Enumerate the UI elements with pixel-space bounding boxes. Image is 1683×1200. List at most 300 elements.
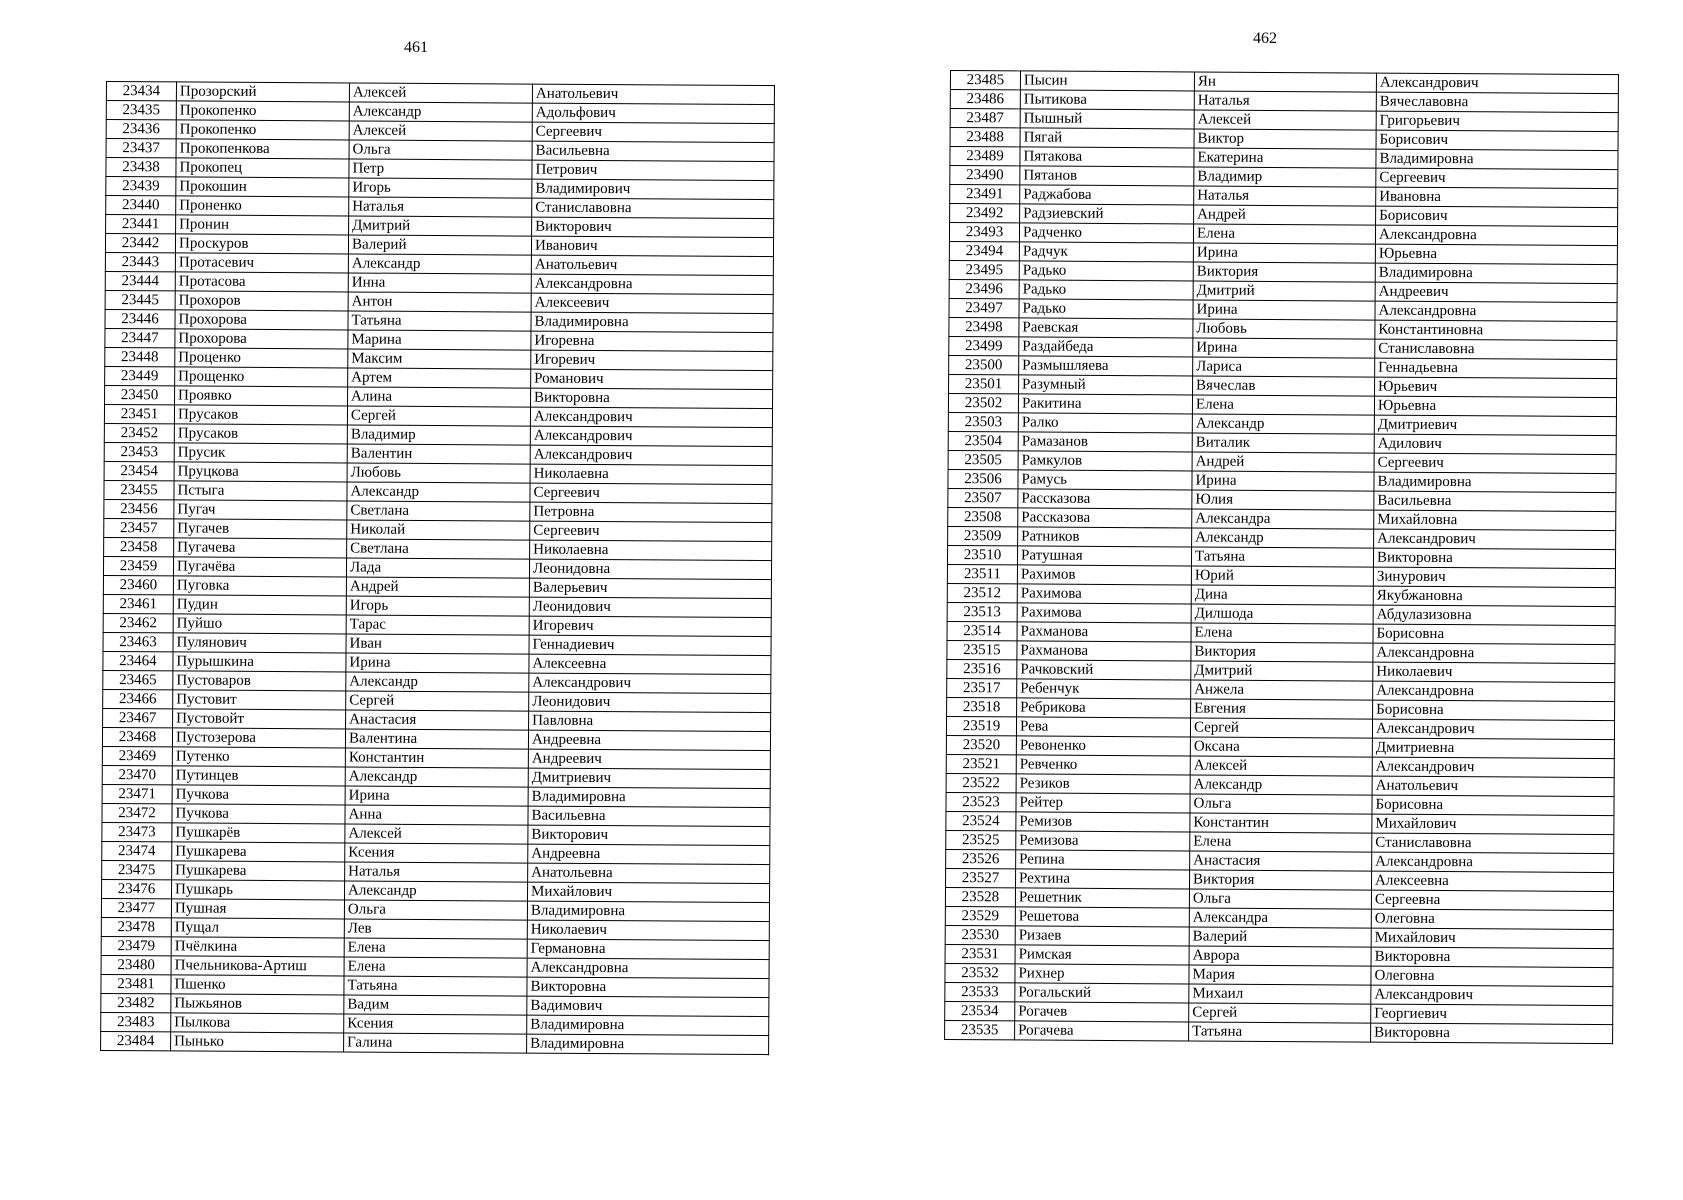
patronymic-cell: Викторовна xyxy=(1371,947,1613,967)
patronymic-cell: Михайловна xyxy=(1374,510,1616,530)
surname-cell: Прокошин xyxy=(176,177,349,197)
patronymic-cell: Васильевна xyxy=(532,141,774,161)
first-name-cell: Сергей xyxy=(1190,718,1372,738)
patronymic-cell: Алексеевич xyxy=(531,293,773,313)
surname-cell: Пугачева xyxy=(174,538,347,558)
patronymic-cell: Андреевич xyxy=(1375,282,1617,302)
first-name-cell: Иван xyxy=(346,634,529,654)
patronymic-cell: Дмитриевич xyxy=(528,768,770,788)
patronymic-cell: Александровна xyxy=(531,274,773,294)
surname-cell: Раздайбеда xyxy=(1019,337,1193,357)
first-name-cell: Сергей xyxy=(1189,1003,1371,1023)
record-number-cell: 23488 xyxy=(950,128,1020,147)
patronymic-cell: Игоревич xyxy=(531,350,773,370)
patronymic-cell: Зинурович xyxy=(1373,567,1615,587)
record-number-cell: 23511 xyxy=(947,564,1017,583)
record-number-cell: 23443 xyxy=(105,252,175,271)
surname-cell: Пуйшо xyxy=(173,614,346,634)
patronymic-cell: Николаевич xyxy=(1373,662,1615,682)
surname-cell: Ребенчук xyxy=(1017,679,1191,699)
surname-cell: Рамусь xyxy=(1018,470,1192,490)
first-name-cell: Аврора xyxy=(1189,946,1371,966)
first-name-cell: Виктория xyxy=(1191,642,1373,662)
first-name-cell: Наталья xyxy=(345,862,528,882)
surname-cell: Пушкарь xyxy=(172,880,345,900)
first-name-cell: Ирина xyxy=(1193,338,1375,358)
record-number-cell: 23495 xyxy=(949,260,1019,279)
record-number-cell: 23454 xyxy=(104,461,174,480)
first-name-cell: Марина xyxy=(348,330,531,350)
first-name-cell: Лариса xyxy=(1193,357,1375,377)
first-name-cell: Елена xyxy=(344,938,527,958)
first-name-cell: Тарас xyxy=(346,615,529,635)
patronymic-cell: Юрьевич xyxy=(1375,377,1617,397)
first-name-cell: Дмитрий xyxy=(349,216,532,236)
surname-cell: Протасевич xyxy=(175,253,348,273)
first-name-cell: Ольга xyxy=(344,900,527,920)
record-number-cell: 23458 xyxy=(104,537,174,556)
surname-cell: Радчук xyxy=(1019,242,1193,262)
patronymic-cell: Александровна xyxy=(527,958,769,978)
record-number-cell: 23516 xyxy=(947,659,1017,678)
surname-cell: Резиков xyxy=(1016,774,1190,794)
record-number-cell: 23449 xyxy=(105,366,175,385)
record-number-cell: 23447 xyxy=(105,328,175,347)
record-number-cell: 23525 xyxy=(946,830,1016,849)
record-number-cell: 23471 xyxy=(102,784,172,803)
record-number-cell: 23494 xyxy=(949,241,1019,260)
first-name-cell: Александр xyxy=(1192,528,1374,548)
patronymic-cell: Германовна xyxy=(527,939,769,959)
surname-cell: Пягай xyxy=(1020,128,1194,148)
first-name-cell: Алина xyxy=(348,387,531,407)
surname-cell: Ремизов xyxy=(1016,812,1190,832)
patronymic-cell: Владимировна xyxy=(1376,149,1618,169)
patronymic-cell: Петровна xyxy=(530,502,772,522)
surname-cell: Пустовойт xyxy=(173,709,346,729)
patronymic-cell: Дмитриевна xyxy=(1372,738,1614,758)
surname-cell: Рева xyxy=(1016,717,1190,737)
patronymic-cell: Игоревич xyxy=(529,616,771,636)
first-name-cell: Анастасия xyxy=(1190,851,1372,871)
record-number-cell: 23490 xyxy=(950,166,1020,185)
first-name-cell: Елена xyxy=(1191,623,1373,643)
first-name-cell: Андрей xyxy=(1192,452,1374,472)
patronymic-cell: Александрович xyxy=(530,445,772,465)
surname-cell: Проскуров xyxy=(175,234,348,254)
patronymic-cell: Сергеевич xyxy=(1374,453,1616,473)
surname-cell: Решетник xyxy=(1015,888,1189,908)
surname-cell: Пылкова xyxy=(171,1013,344,1033)
record-number-cell: 23486 xyxy=(950,90,1020,109)
record-number-cell: 23518 xyxy=(947,697,1017,716)
first-name-cell: Виктория xyxy=(1190,870,1372,890)
surname-cell: Рогачева xyxy=(1015,1021,1189,1041)
patronymic-cell: Леонидовна xyxy=(529,559,771,579)
surname-cell: Рахманова xyxy=(1017,641,1191,661)
patronymic-cell: Якубжановна xyxy=(1373,586,1615,606)
surname-cell: Прокопенкова xyxy=(176,139,349,159)
surname-cell: Пустоваров xyxy=(173,671,346,691)
record-number-cell: 23512 xyxy=(947,583,1017,602)
first-name-cell: Максим xyxy=(348,349,531,369)
patronymic-cell: Игоревна xyxy=(531,331,773,351)
surname-cell: Пшенко xyxy=(171,975,344,995)
patronymic-cell: Петрович xyxy=(532,160,774,180)
names-table-left xyxy=(100,81,775,1055)
first-name-cell: Вячеслав xyxy=(1193,376,1375,396)
first-name-cell: Сергей xyxy=(347,406,530,426)
patronymic-cell: Вадимович xyxy=(527,996,769,1016)
surname-cell: Ревченко xyxy=(1016,755,1190,775)
first-name-cell: Анна xyxy=(345,805,528,825)
first-name-cell: Артем xyxy=(348,368,531,388)
patronymic-cell: Владимировна xyxy=(528,787,770,807)
surname-cell: Раджабова xyxy=(1020,185,1194,205)
record-number-cell: 23527 xyxy=(946,868,1016,887)
patronymic-cell: Ивановна xyxy=(1376,187,1618,207)
first-name-cell: Дина xyxy=(1191,585,1373,605)
record-number-cell: 23446 xyxy=(105,309,175,328)
first-name-cell: Антон xyxy=(348,292,531,312)
record-number-cell: 23532 xyxy=(945,963,1015,982)
record-number-cell: 23463 xyxy=(103,632,173,651)
patronymic-cell: Анатольевич xyxy=(1372,776,1614,796)
surname-cell: Пущал xyxy=(171,918,344,938)
patronymic-cell: Анатольевич xyxy=(532,84,774,104)
patronymic-cell: Николаевич xyxy=(527,920,769,940)
first-name-cell: Александр xyxy=(1192,414,1374,434)
record-number-cell: 23478 xyxy=(101,917,171,936)
surname-cell: Пугачёва xyxy=(173,557,346,577)
patronymic-cell: Сергеевна xyxy=(1371,890,1613,910)
page-number-right: 462 xyxy=(1253,30,1277,47)
record-number-cell: 23499 xyxy=(949,336,1019,355)
record-number-cell: 23442 xyxy=(105,234,175,253)
patronymic-cell: Викторовна xyxy=(527,977,769,997)
record-number-cell: 23507 xyxy=(948,488,1018,507)
surname-cell: Пятанов xyxy=(1020,166,1194,186)
first-name-cell: Елена xyxy=(344,957,527,977)
record-number-cell: 23482 xyxy=(101,993,171,1012)
table-row xyxy=(945,1020,1613,1043)
patronymic-cell: Станиславовна xyxy=(1375,339,1617,359)
first-name-cell: Светлана xyxy=(347,539,530,559)
patronymic-cell: Алексеевна xyxy=(529,654,771,674)
patronymic-cell: Станиславовна xyxy=(532,198,774,218)
surname-cell: Радченко xyxy=(1019,223,1193,243)
record-number-cell: 23523 xyxy=(946,792,1016,811)
patronymic-cell: Адольфович xyxy=(532,103,774,123)
record-number-cell: 23513 xyxy=(947,602,1017,621)
record-number-cell: 23484 xyxy=(101,1031,171,1050)
first-name-cell: Александр xyxy=(348,254,531,274)
first-name-cell: Игорь xyxy=(349,178,532,198)
patronymic-cell: Романович xyxy=(531,369,773,389)
patronymic-cell: Михайлович xyxy=(1371,928,1613,948)
first-name-cell: Татьяна xyxy=(1189,1022,1371,1042)
surname-cell: Ратушная xyxy=(1017,546,1191,566)
surname-cell: Протасова xyxy=(175,272,348,292)
patronymic-cell: Павловна xyxy=(529,711,771,731)
patronymic-cell: Александрович xyxy=(1372,757,1614,777)
first-name-cell: Любовь xyxy=(1193,319,1375,339)
surname-cell: Пугач xyxy=(174,500,347,520)
patronymic-cell: Абдулазизовна xyxy=(1373,605,1615,625)
patronymic-cell: Александрович xyxy=(1372,719,1614,739)
first-name-cell: Александр xyxy=(347,482,530,502)
surname-cell: Проненко xyxy=(176,196,349,216)
surname-cell: Рогальский xyxy=(1015,983,1189,1003)
surname-cell: Пыжьянов xyxy=(171,994,344,1014)
patronymic-cell: Борисовна xyxy=(1373,700,1615,720)
patronymic-cell: Александровна xyxy=(1373,643,1615,663)
surname-cell: Пустозерова xyxy=(172,728,345,748)
record-number-cell: 23455 xyxy=(104,480,174,499)
patronymic-cell: Александровна xyxy=(1372,852,1614,872)
patronymic-cell: Юрьевна xyxy=(1375,244,1617,264)
first-name-cell: Валерий xyxy=(348,235,531,255)
surname-cell: Ремизова xyxy=(1016,831,1190,851)
surname-cell: Прокопец xyxy=(176,158,349,178)
record-number-cell: 23477 xyxy=(101,898,171,917)
table-body xyxy=(101,82,775,1055)
surname-cell: Проценко xyxy=(175,348,348,368)
patronymic-cell: Николаевна xyxy=(530,540,772,560)
surname-cell: Пучкова xyxy=(172,785,345,805)
first-name-cell: Анастасия xyxy=(346,710,529,730)
surname-cell: Пысин xyxy=(1020,71,1194,91)
record-number-cell: 23501 xyxy=(949,374,1019,393)
first-name-cell: Наталья xyxy=(1194,91,1376,111)
first-name-cell: Елена xyxy=(1193,224,1375,244)
patronymic-cell: Александровна xyxy=(1375,225,1617,245)
record-number-cell: 23526 xyxy=(946,849,1016,868)
surname-cell: Рихнер xyxy=(1015,964,1189,984)
surname-cell: Прусаков xyxy=(174,424,347,444)
patronymic-cell: Анатольевна xyxy=(528,863,770,883)
first-name-cell: Виктор xyxy=(1194,129,1376,149)
patronymic-cell: Константиновна xyxy=(1375,320,1617,340)
record-number-cell: 23503 xyxy=(948,412,1018,431)
first-name-cell: Александр xyxy=(345,881,528,901)
record-number-cell: 23514 xyxy=(947,621,1017,640)
record-number-cell: 23492 xyxy=(950,204,1020,223)
patronymic-cell: Алексеевна xyxy=(1371,871,1613,891)
page-number-left: 461 xyxy=(404,39,428,56)
patronymic-cell: Александрович xyxy=(530,426,772,446)
record-number-cell: 23485 xyxy=(950,71,1020,90)
record-number-cell: 23444 xyxy=(105,271,175,290)
patronymic-cell: Андреевна xyxy=(528,730,770,750)
patronymic-cell: Михайлович xyxy=(527,882,769,902)
record-number-cell: 23464 xyxy=(103,651,173,670)
surname-cell: Ратников xyxy=(1018,527,1192,547)
first-name-cell: Галина xyxy=(344,1033,527,1053)
first-name-cell: Анжела xyxy=(1191,680,1373,700)
first-name-cell: Ирина xyxy=(1192,471,1374,491)
surname-cell: Путинцев xyxy=(172,766,345,786)
record-number-cell: 23480 xyxy=(101,955,171,974)
surname-cell: Прохоров xyxy=(175,291,348,311)
record-number-cell: 23534 xyxy=(945,1001,1015,1020)
first-name-cell: Валентина xyxy=(345,729,528,749)
patronymic-cell: Александрович xyxy=(529,673,771,693)
patronymic-cell: Владимировна xyxy=(527,1034,769,1054)
patronymic-cell: Андреевна xyxy=(528,844,770,864)
surname-cell: Прощенко xyxy=(175,367,348,387)
patronymic-cell: Владимировна xyxy=(531,312,773,332)
record-number-cell: 23445 xyxy=(105,290,175,309)
record-number-cell: 23506 xyxy=(948,469,1018,488)
first-name-cell: Елена xyxy=(1192,395,1374,415)
patronymic-cell: Викторович xyxy=(528,825,770,845)
patronymic-cell: Михайлович xyxy=(1372,814,1614,834)
first-name-cell: Андрей xyxy=(1194,205,1376,225)
record-number-cell: 23461 xyxy=(103,594,173,613)
record-number-cell: 23441 xyxy=(106,215,176,234)
patronymic-cell: Геннадьевна xyxy=(1375,358,1617,378)
first-name-cell: Дмитрий xyxy=(1191,661,1373,681)
first-name-cell: Ирина xyxy=(1193,300,1375,320)
surname-cell: Пчельникова-Артиш xyxy=(171,956,344,976)
surname-cell: Ралко xyxy=(1018,413,1192,433)
first-name-cell: Владимир xyxy=(1194,167,1376,187)
surname-cell: Разумный xyxy=(1019,375,1193,395)
patronymic-cell: Вячеславовна xyxy=(1376,92,1618,112)
patronymic-cell: Сергеевич xyxy=(530,483,772,503)
record-number-cell: 23453 xyxy=(104,442,174,461)
record-number-cell: 23436 xyxy=(106,120,176,139)
record-number-cell: 23460 xyxy=(103,575,173,594)
first-name-cell: Екатерина xyxy=(1194,148,1376,168)
record-number-cell: 23520 xyxy=(946,735,1016,754)
patronymic-cell: Олеговна xyxy=(1371,966,1613,986)
surname-cell: Ревоненко xyxy=(1016,736,1190,756)
patronymic-cell: Борисович xyxy=(1376,130,1618,150)
surname-cell: Рассказова xyxy=(1018,489,1192,509)
record-number-cell: 23481 xyxy=(101,974,171,993)
surname-cell: Решетова xyxy=(1015,907,1189,927)
patronymic-cell: Станиславовна xyxy=(1372,833,1614,853)
patronymic-cell: Александровна xyxy=(1375,301,1617,321)
first-name-cell: Ксения xyxy=(345,843,528,863)
patronymic-cell: Валерьевич xyxy=(529,578,771,598)
first-name-cell: Александр xyxy=(1190,775,1372,795)
surname-cell: Прусик xyxy=(174,443,347,463)
surname-cell: Пуговка xyxy=(173,576,346,596)
surname-cell: Пстыга xyxy=(174,481,347,501)
patronymic-cell: Геннадиевич xyxy=(529,635,771,655)
first-name-cell: Дмитрий xyxy=(1193,281,1375,301)
first-name-cell: Лада xyxy=(346,558,529,578)
surname-cell: Пустовит xyxy=(173,690,346,710)
surname-cell: Радько xyxy=(1019,299,1193,319)
record-number-cell: 23470 xyxy=(102,765,172,784)
surname-cell: Рахимова xyxy=(1017,584,1191,604)
patronymic-cell: Владимировна xyxy=(527,901,769,921)
record-number-cell: 23472 xyxy=(102,803,172,822)
names-table-right xyxy=(944,70,1619,1044)
first-name-cell: Ксения xyxy=(344,1014,527,1034)
patronymic-cell: Васильевна xyxy=(1374,491,1616,511)
record-number-cell: 23456 xyxy=(104,499,174,518)
patronymic-cell: Борисовна xyxy=(1373,624,1615,644)
patronymic-cell: Викторовна xyxy=(1371,1023,1613,1043)
patronymic-cell: Леонидович xyxy=(529,597,771,617)
surname-cell: Рехтина xyxy=(1016,869,1190,889)
patronymic-cell: Сергеевич xyxy=(532,122,774,142)
record-number-cell: 23522 xyxy=(946,773,1016,792)
first-name-cell: Вадим xyxy=(344,995,527,1015)
surname-cell: Рачковский xyxy=(1017,660,1191,680)
surname-cell: Радзиевский xyxy=(1020,204,1194,224)
patronymic-cell: Дмитриевич xyxy=(1374,415,1616,435)
record-number-cell: 23487 xyxy=(950,109,1020,128)
record-number-cell: 23466 xyxy=(103,689,173,708)
first-name-cell: Наталья xyxy=(1194,186,1376,206)
patronymic-cell: Юрьевна xyxy=(1374,396,1616,416)
table-row xyxy=(101,1031,769,1054)
first-name-cell: Алексей xyxy=(1190,756,1372,776)
patronymic-cell: Адилович xyxy=(1374,434,1616,454)
patronymic-cell: Георгиевич xyxy=(1371,1004,1613,1024)
record-number-cell: 23531 xyxy=(945,944,1015,963)
surname-cell: Ризаев xyxy=(1015,926,1189,946)
surname-cell: Пытикова xyxy=(1020,90,1194,110)
first-name-cell: Евгения xyxy=(1191,699,1373,719)
first-name-cell: Владимир xyxy=(347,425,530,445)
record-number-cell: 23517 xyxy=(947,678,1017,697)
surname-cell: Ракитина xyxy=(1018,394,1192,414)
surname-cell: Раевская xyxy=(1019,318,1193,338)
patronymic-cell: Александрович xyxy=(1374,529,1616,549)
record-number-cell: 23504 xyxy=(948,431,1018,450)
first-name-cell: Ян xyxy=(1194,72,1376,92)
surname-cell: Рогачев xyxy=(1015,1002,1189,1022)
first-name-cell: Ирина xyxy=(346,653,529,673)
patronymic-cell: Владимирович xyxy=(532,179,774,199)
record-number-cell: 23467 xyxy=(103,708,173,727)
first-name-cell: Алексей xyxy=(349,83,532,103)
patronymic-cell: Александрович xyxy=(530,407,772,427)
surname-cell: Репина xyxy=(1016,850,1190,870)
record-number-cell: 23434 xyxy=(106,82,176,101)
first-name-cell: Ирина xyxy=(1193,243,1375,263)
record-number-cell: 23498 xyxy=(949,317,1019,336)
first-name-cell: Александра xyxy=(1189,908,1371,928)
patronymic-cell: Анатольевич xyxy=(531,255,773,275)
record-number-cell: 23439 xyxy=(106,177,176,196)
first-name-cell: Сергей xyxy=(346,691,529,711)
first-name-cell: Андрей xyxy=(346,577,529,597)
first-name-cell: Ирина xyxy=(345,786,528,806)
patronymic-cell: Викторович xyxy=(532,217,774,237)
patronymic-cell: Иванович xyxy=(531,236,773,256)
record-number-cell: 23505 xyxy=(948,450,1018,469)
first-name-cell: Николай xyxy=(347,520,530,540)
patronymic-cell: Владимировна xyxy=(527,1015,769,1035)
record-number-cell: 23473 xyxy=(102,822,172,841)
surname-cell: Прусаков xyxy=(174,405,347,425)
surname-cell: Пятакова xyxy=(1020,147,1194,167)
surname-cell: Пучкова xyxy=(172,804,345,824)
record-number-cell: 23510 xyxy=(947,545,1017,564)
first-name-cell: Алексей xyxy=(345,824,528,844)
first-name-cell: Ольга xyxy=(1189,889,1371,909)
first-name-cell: Светлана xyxy=(347,501,530,521)
first-name-cell: Дилшода xyxy=(1191,604,1373,624)
